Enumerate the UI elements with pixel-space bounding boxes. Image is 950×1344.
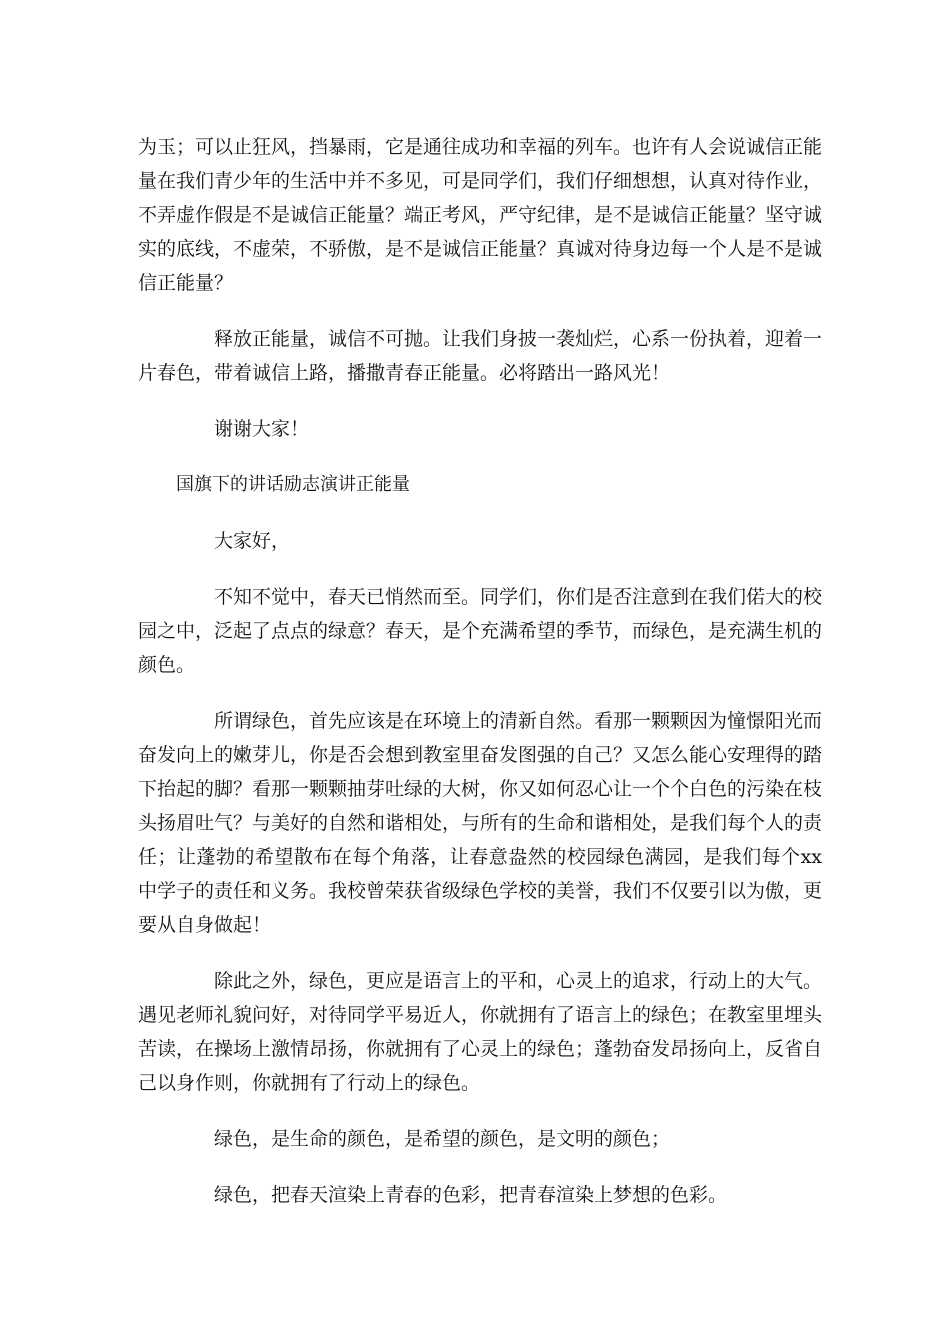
paragraph-thanks: 谢谢大家！ <box>214 418 310 440</box>
paragraph-green-color: 绿色，是生命的颜色，是希望的颜色，是文明的颜色； <box>214 1128 671 1150</box>
section-title: 国旗下的讲话励志演讲正能量 <box>176 474 410 495</box>
paragraph-green-environment: 所谓绿色，首先应该是在环境上的清新自然。看那一颗颗因为憧憬阳光而奋发向上的嫩芽儿，你是否会想到教室里奋发图强的自己？又怎么能心安理得的踏下抬起的脚？看那一颗颗抽芽吐绿的大树，你又如何忍心让一个个白色的污染在枝头扬眉吐气？与美好的自然和谐相处，与所有的生命和谐相处，是我们每个人的责任；让蓬勃的希望散布在每个角落，让春意盎然的校园绿色满园，是我们每个xx中学子的责任和义务。我校曾荣获省级绿色学校的美誉，我们不仅要引以为傲，更要从自身做起！ <box>138 710 823 936</box>
paragraph-greeting: 大家好， <box>214 530 291 552</box>
paragraph-honesty-continued: 为玉；可以止狂风，挡暴雨，它是通往成功和幸福的列车。也许有人会说诚信正能量在我们青少年的生活中并不多见，可是同学们，我们仔细想想，认真对待作业，不弄虚作假是不是诚信正能量？端正考风，严守纪律，是不是诚信正能量？坚守诚实的底线，不虚荣，不骄傲，是不是诚信正能量？真诚对待身边每一个人是不是诚信正能量？ <box>138 136 823 294</box>
paragraph-spring: 不知不觉中，春天已悄然而至。同学们，你们是否注意到在我们偌大的校园之中，泛起了点点的绿意？春天，是个充满希望的季节，而绿色，是充满生机的颜色。 <box>138 586 823 676</box>
paragraph-green-language: 除此之外，绿色，更应是语言上的平和，心灵上的追求，行动上的大气。遇见老师礼貌问好，对待同学平易近人，你就拥有了语言上的绿色；在教室里埋头苦读，在操场上激情昂扬，你就拥有了心灵上的绿色；蓬勃奋发昂扬向上，反省自己以身作则，你就拥有了行动上的绿色。 <box>138 970 823 1094</box>
paragraph-release-energy: 释放正能量，诚信不可抛。让我们身披一袭灿烂，心系一份执着，迎着一片春色，带着诚信上路，播撒青春正能量。必将踏出一路风光！ <box>138 328 823 384</box>
document-page <box>138 130 822 1234</box>
paragraph-green-spring: 绿色，把春天渲染上青春的色彩，把青春渲染上梦想的色彩。 <box>214 1184 728 1206</box>
